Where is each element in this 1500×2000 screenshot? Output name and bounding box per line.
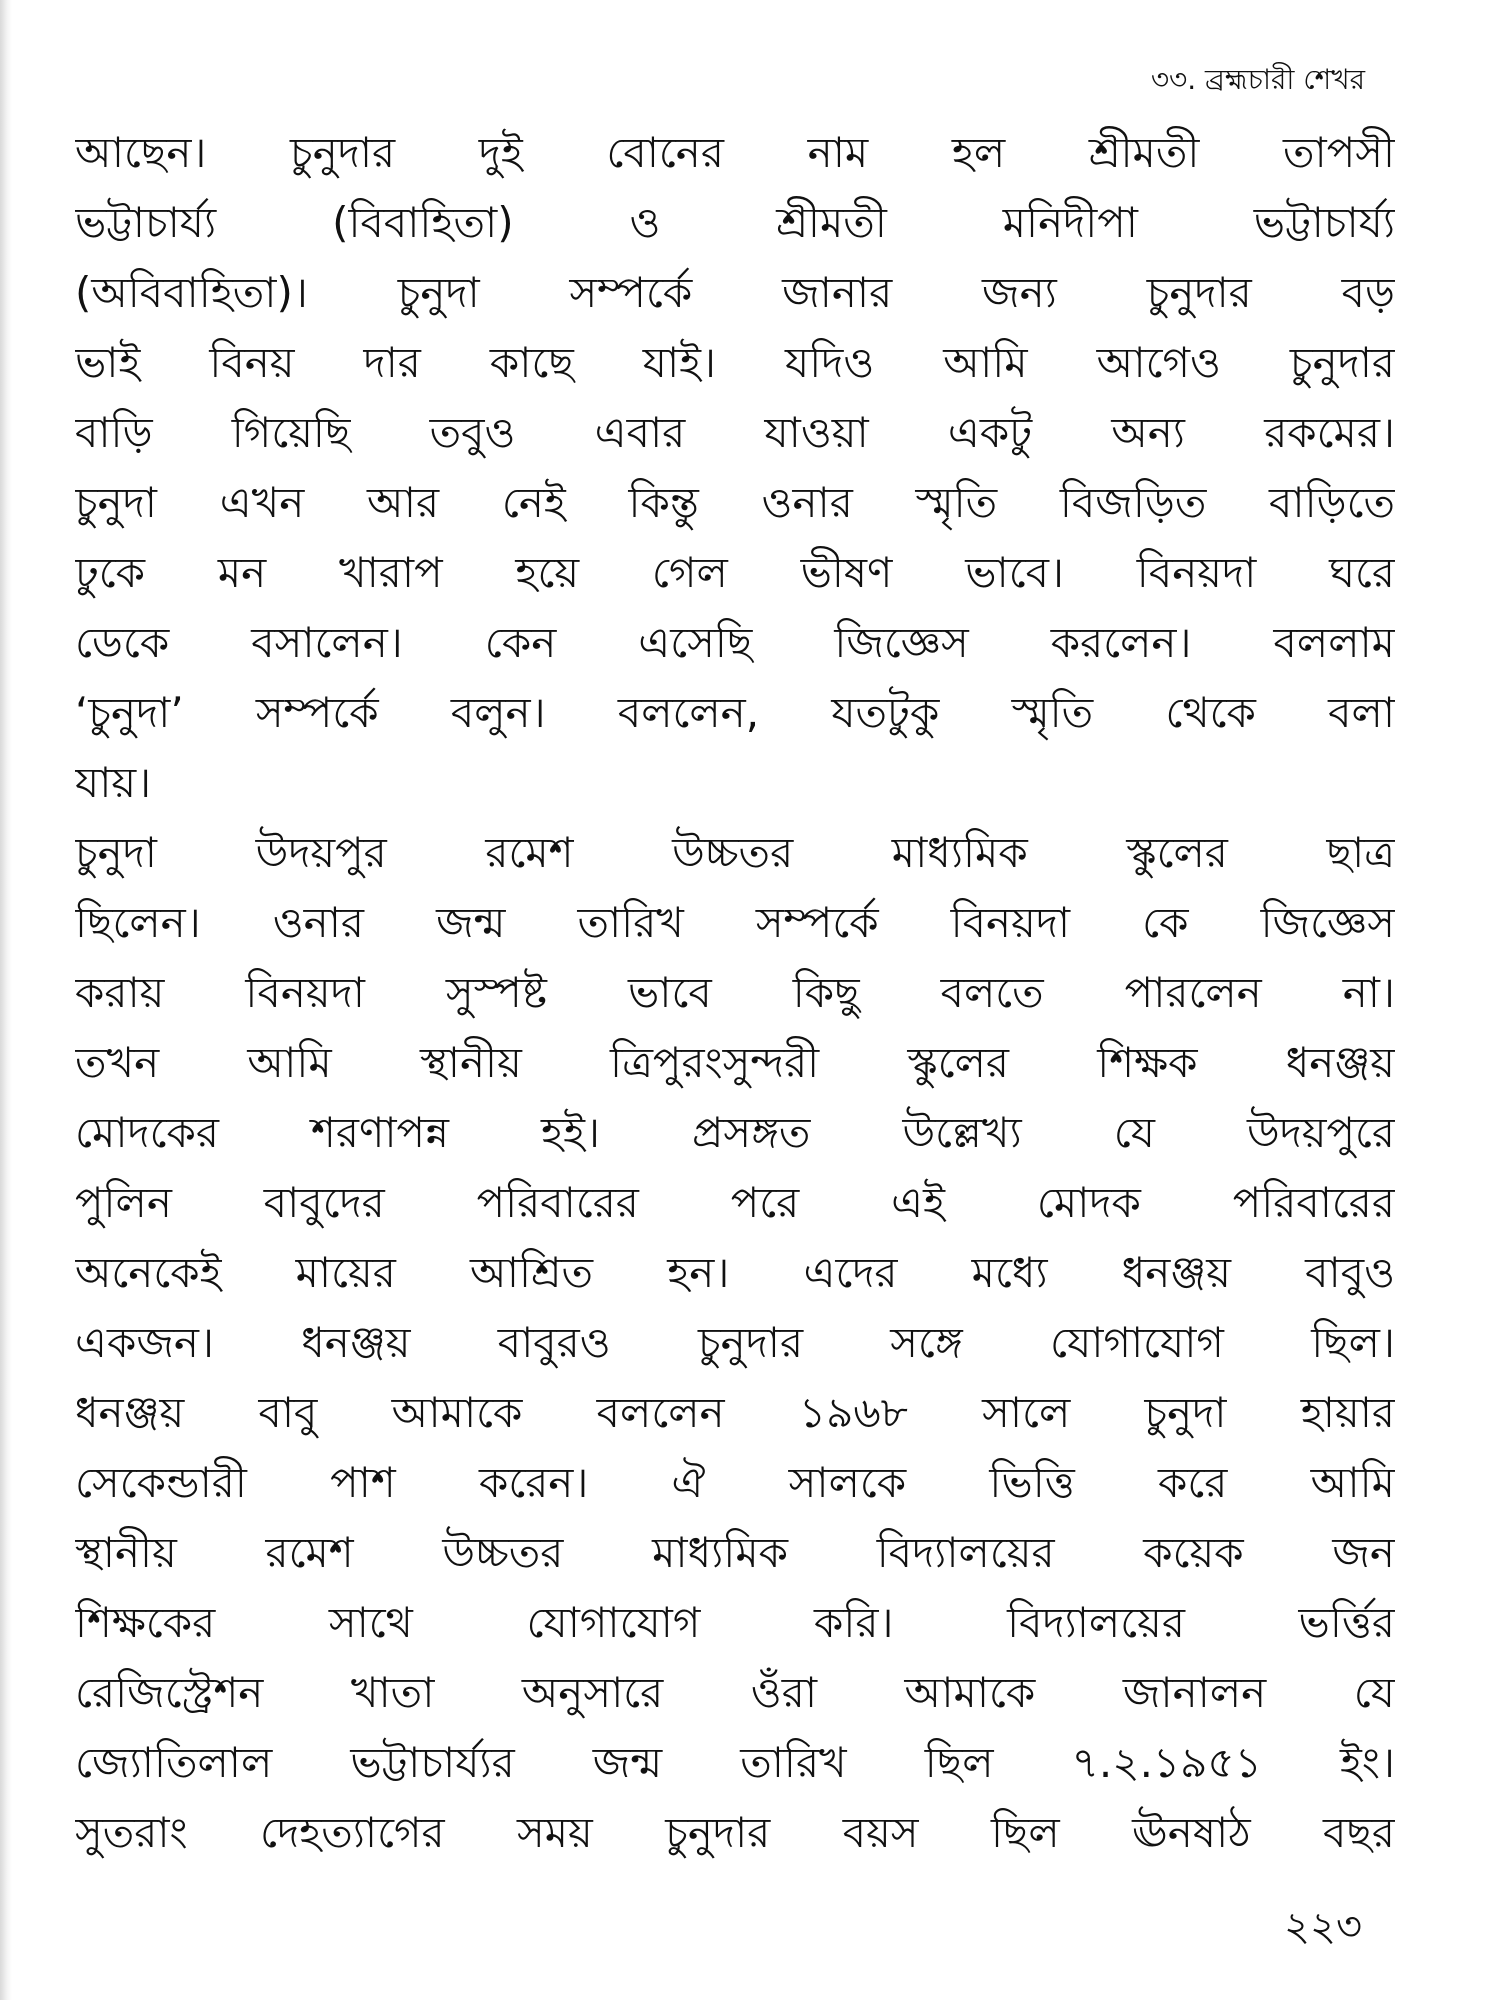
text-line: আছেন। চুনুদার দুই বোনের নাম হল শ্রীমতী তাপসী [75,128,1395,177]
text-line: রেজিস্ট্রেশন খাতা অনুসারে ওঁরা আমাকে জানালন যে [75,1668,1395,1717]
text-line: চুনুদা এখন আর নেই কিন্তু ওনার স্মৃতি বিজড়িত বাড়িতে [75,478,1395,527]
text-line: সুতরাং দেহত্যাগের সময় চুনুদার বয়স ছিল ঊনষাঠ বছর [75,1808,1395,1857]
text-line: মোদকের শরণাপন্ন হই। প্রসঙ্গত উল্লেখ্য যে উদয়পুরে [75,1108,1395,1157]
text-line: শিক্ষকের সাথে যোগাযোগ করি। বিদ্যালয়ের ভর্ত্তির [75,1598,1395,1647]
text-line: ধনঞ্জয় বাবু আমাকে বললেন ১৯৬৮ সালে চুনুদা হায়ার [75,1388,1395,1437]
text-line: অনেকেই মায়ের আশ্রিত হন। এদের মধ্যে ধনঞ্জয় বাবুও [75,1248,1395,1297]
text-line: চুনুদা উদয়পুর রমেশ উচ্চতর মাধ্যমিক স্কুলের ছাত্র [75,828,1395,877]
text-line: যায়। [75,758,152,807]
text-line: বাড়ি গিয়েছি তবুও এবার যাওয়া একটু অন্য রকমের। [75,408,1395,457]
page-edge-shadow [0,0,12,2000]
paragraph [75,818,1395,1868]
text-line: ছিলেন। ওনার জন্ম তারিখ সম্পর্কে বিনয়দা কে জিজ্ঞেস [75,898,1395,947]
text-line: ঢুকে মন খারাপ হয়ে গেল ভীষণ ভাবে। বিনয়দা ঘরে [75,548,1395,597]
text-line: ভাই বিনয় দার কাছে যাই। যদিও আমি আগেও চুনুদার [75,338,1395,387]
text-line: ভট্টাচার্য্য (বিবাহিতা) ও শ্রীমতী মনিদীপা ভট্টাচার্য্য [75,198,1395,247]
text-line: স্থানীয় রমেশ উচ্চতর মাধ্যমিক বিদ্যালয়ের কয়েক জন [75,1528,1395,1577]
page-number: ২২৩ [1283,1904,1362,1950]
text-line: করায় বিনয়দা সুস্পষ্ট ভাবে কিছু বলতে পারলেন না। [75,968,1395,1017]
text-line: (অবিবাহিতা)। চুনুদা সম্পর্কে জানার জন্য চুনুদার বড় [75,268,1395,317]
text-line: একজন। ধনঞ্জয় বাবুরও চুনুদার সঙ্গে যোগাযোগ ছিল। [75,1318,1395,1367]
running-head: ৩৩. ব্রহ্মচারী শেখর [1150,63,1365,96]
body-text [75,118,1395,1868]
paragraph [75,118,1395,818]
text-line: ডেকে বসালেন। কেন এসেছি জিজ্ঞেস করলেন। বললাম [75,618,1395,667]
text-line: পুলিন বাবুদের পরিবারের পরে এই মোদক পরিবারের [75,1178,1395,1227]
text-line: তখন আমি স্থানীয় ত্রিপুরংসুন্দরী স্কুলের শিক্ষক ধনঞ্জয় [75,1038,1395,1087]
text-line: জ্যোতিলাল ভট্টাচার্য্যর জন্ম তারিখ ছিল ৭.২.১৯৫১ ইং। [75,1738,1395,1787]
text-line: সেকেন্ডারী পাশ করেন। ঐ সালকে ভিত্তি করে আমি [75,1458,1395,1507]
text-line: ‘চুনুদা’ সম্পর্কে বলুন। বললেন, যতটুকু স্মৃতি থেকে বলা [75,688,1395,737]
